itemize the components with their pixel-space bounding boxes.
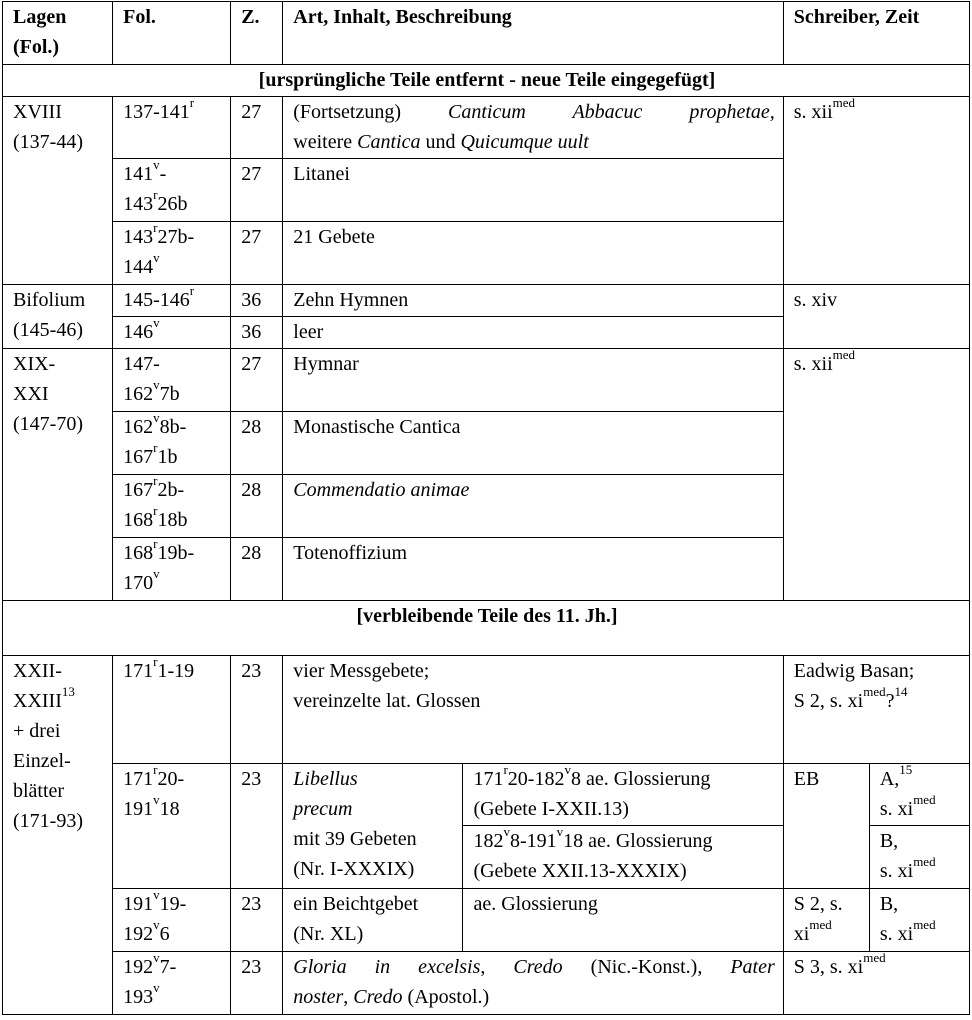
fol-cell: 171$^r$20- 191$^v$18 xyxy=(113,764,231,889)
art-cell: 21 Gebete xyxy=(283,222,784,285)
header-row xyxy=(3,2,970,65)
art-cell: Gloria in excelsis, Credo (Nic.-Konst.), Pater noster, Credo (Apostol.) xyxy=(283,952,784,1015)
section-row xyxy=(3,601,970,656)
schreiber-cell: s. xii$^{med}$ xyxy=(783,97,969,285)
art-cell: vier Messgebete; vereinzelte lat. Glossen xyxy=(283,656,784,764)
section-row xyxy=(3,65,970,97)
art-cell: Litanei xyxy=(283,159,784,222)
fol-cell: 191$^v$19- 192$^v$6 xyxy=(113,889,231,952)
lagen-cell: Bifolium (145-46) xyxy=(3,285,113,349)
art-cell: Monastische Cantica xyxy=(283,412,784,475)
table-row xyxy=(3,889,970,952)
art-cell: Totenoffizium xyxy=(283,538,784,601)
manuscript-table xyxy=(2,1,970,1015)
fol-cell: 162$^v$8b- 167$^r$1b xyxy=(113,412,231,475)
table-row xyxy=(3,952,970,1015)
z-cell: 28 xyxy=(231,538,283,601)
z-cell: 27 xyxy=(231,97,283,159)
fol-cell: 192$^v$7- 193$^v$ xyxy=(113,952,231,1015)
schreiber-cell: s. xii$^{med}$ xyxy=(783,349,969,601)
header-art: Art, Inhalt, Beschreibung xyxy=(283,2,784,65)
schreiber-cell: S 3, s. $xi^{med}$ xyxy=(783,952,969,1015)
z-cell: 23 xyxy=(231,952,283,1015)
z-cell: 27 xyxy=(231,222,283,285)
header-lagen: Lagen (Fol.) xyxy=(3,2,113,65)
z-cell: 23 xyxy=(231,656,283,764)
table-row xyxy=(3,656,970,764)
z-cell: 28 xyxy=(231,475,283,538)
section-heading: [verbleibende Teile des 11. Jh.] xyxy=(3,601,970,656)
fol-cell: 137-141$^r$ xyxy=(113,97,231,159)
table-row xyxy=(3,349,970,412)
lagen-cell: XXII- $XXIII^{13}$ + drei Einzel- blätter (171-93) xyxy=(3,656,113,1015)
scribe-a-cell: A,$^{15}$ s. $xi^{med}$ xyxy=(869,764,969,826)
fol-cell: 146$^v$ xyxy=(113,317,231,349)
lagen-cell: XIX- XXI (147-70) xyxy=(3,349,113,601)
scribe-b-cell: B, s. $xi^{med}$ xyxy=(869,826,969,889)
art-cell: Hymnar xyxy=(283,349,784,412)
lagen-cell: XVIII (137-44) xyxy=(3,97,113,285)
fol-cell: 141$^v$- 143$^r$26b xyxy=(113,159,231,222)
art-cell: Commendatio animae xyxy=(283,475,784,538)
table-row xyxy=(3,97,970,159)
schreiber-cell: s. xiv xyxy=(783,285,969,349)
table-row xyxy=(3,285,970,317)
table-row xyxy=(3,764,970,826)
z-cell: 28 xyxy=(231,412,283,475)
art-cell: leer xyxy=(283,317,784,349)
z-cell: 36 xyxy=(231,317,283,349)
fol-cell: 167$^r$2b- 168$^r$18b xyxy=(113,475,231,538)
section-heading: [ursprüngliche Teile entfernt - neue Teile eingegefügt] xyxy=(3,65,970,97)
glossierung-cell: 182$^v$8-191$^v$18 ae. Glossierung (Gebete XXII.13-XXXIX) xyxy=(463,826,783,889)
scribe-b-cell: B, s. $xi^{med}$ xyxy=(869,889,969,952)
art-cell: Zehn Hymnen xyxy=(283,285,784,317)
z-cell: 27 xyxy=(231,159,283,222)
libellus-cell: Libellus precum mit 39 Gebeten (Nr. I-XXXIX) xyxy=(283,764,463,889)
fol-cell: 143$^r$27b- 144$^v$ xyxy=(113,222,231,285)
z-cell: 36 xyxy=(231,285,283,317)
header-schreiber: Schreiber, Zeit xyxy=(783,2,969,65)
header-z: Z. xyxy=(231,2,283,65)
schreiber-cell: S 2, s. $xi^{med}$ xyxy=(783,889,869,952)
fol-cell: 147- 162$^v$7b xyxy=(113,349,231,412)
glossierung-cell: 171$^r$20-182$^v$8 ae. Glossierung (Gebete I-XXII.13) xyxy=(463,764,783,826)
z-cell: 27 xyxy=(231,349,283,412)
glossierung-cell: ae. Glossierung xyxy=(463,889,783,952)
header-fol: Fol. xyxy=(113,2,231,65)
art-cell: ein Beichtgebet (Nr. XL) xyxy=(283,889,463,952)
schreiber-cell: Eadwig Basan; S 2, s. $xi^{med}?^{14}$ xyxy=(783,656,969,764)
scribe-eb-cell: EB xyxy=(783,764,869,889)
z-cell: 23 xyxy=(231,764,283,889)
fol-cell: 168$^r$19b- 170$^v$ xyxy=(113,538,231,601)
z-cell: 23 xyxy=(231,889,283,952)
fol-cell: 171$^r$1-19 xyxy=(113,656,231,764)
art-cell: (Fortsetzung) Canticum Abbacuc prophetae, weitere Cantica und Quicumque uult xyxy=(283,97,784,159)
fol-cell: 145-146$^r$ xyxy=(113,285,231,317)
